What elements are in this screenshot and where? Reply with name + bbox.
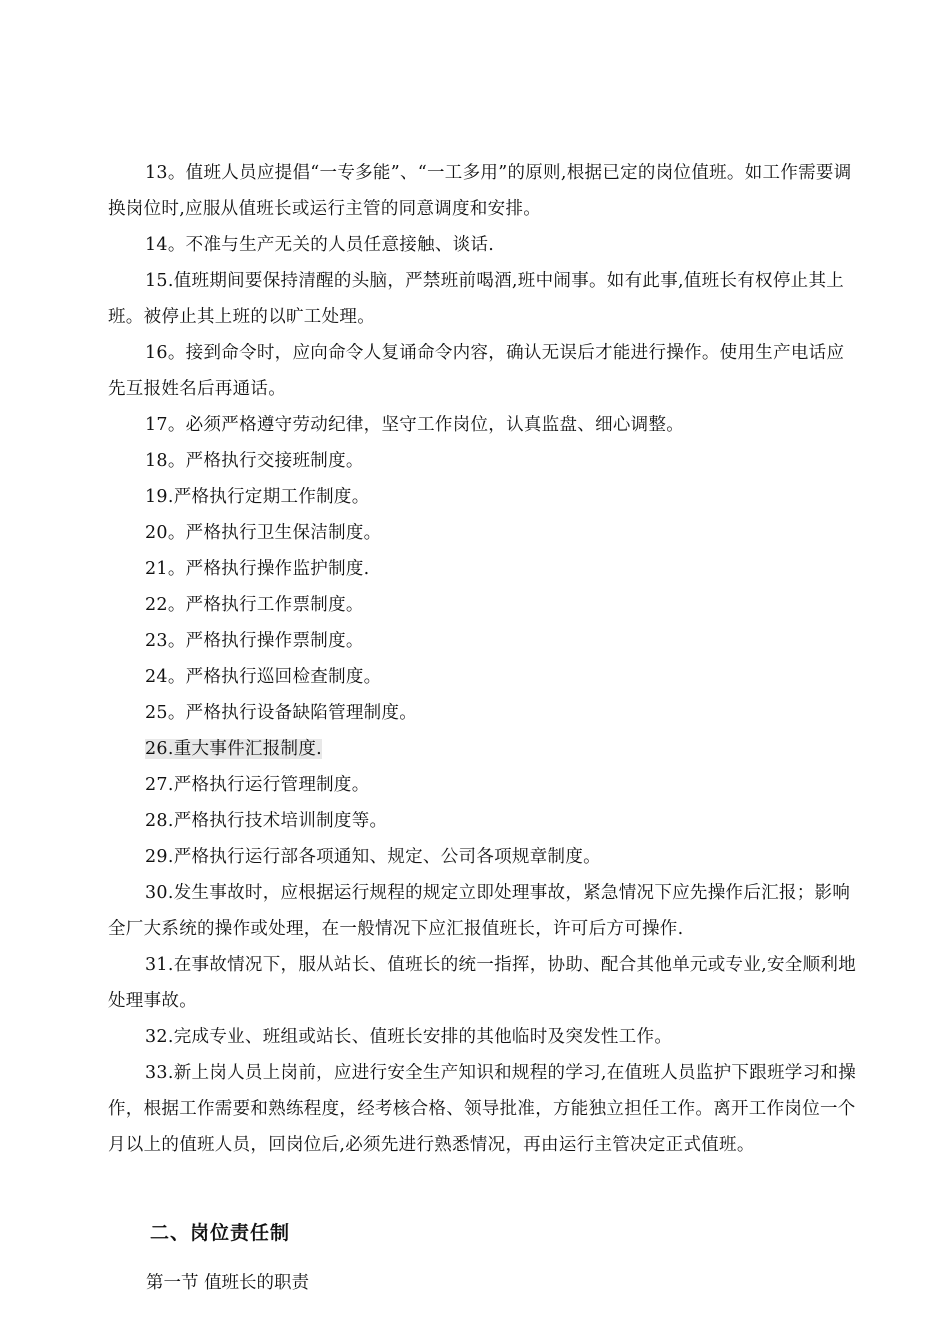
paragraph-27: 27.严格执行运行管理制度。 (145, 775, 370, 795)
paragraph-26 (108, 731, 860, 767)
paragraph-15: 15.值班期间要保持清醒的头脑，严禁班前喝酒,班中闹事。如有此事,值班长有权停止其上班。被停止其上班的以旷工处理。 (108, 271, 845, 327)
paragraph-29: 29.严格执行运行部各项通知、规定、公司各项规章制度。 (145, 847, 601, 867)
paragraph-23: 23。严格执行操作票制度。 (145, 631, 364, 651)
paragraph-28: 28.严格执行技术培训制度等。 (145, 811, 388, 831)
paragraph-18: 18。严格执行交接班制度。 (145, 451, 364, 471)
paragraph-16: 16。接到命令时，应向命令人复诵命令内容，确认无误后才能进行操作。使用生产电话应先互报姓名后再通话。 (108, 343, 845, 399)
paragraph-17: 17。必须严格遵守劳动纪律，坚守工作岗位，认真监盘、细心调整。 (145, 415, 685, 435)
paragraph-26-text: 26.重大事件汇报制度. (145, 739, 322, 759)
paragraph-14: 14。不准与生产无关的人员任意接触、谈话. (145, 235, 495, 255)
paragraph-33: 33.新上岗人员上岗前，应进行安全生产知识和规程的学习,在值班人员监护下跟班学习和操作，根据工作需要和熟练程度，经考核合格、领导批准，方能独立担任工作。离开工作岗位一个月以上的值班人员，回岗位后,必须先进行熟悉情况，再由运行主管决定正式值班。 (108, 1063, 856, 1155)
paragraph-19: 19.严格执行定期工作制度。 (145, 487, 370, 507)
paragraph-30: 30.发生事故时，应根据运行规程的规定立即处理事故，紧急情况下应先操作后汇报；影响全厂大系统的操作或处理，在一般情况下应汇报值班长，许可后方可操作. (108, 883, 851, 939)
paragraph-22: 22。严格执行工作票制度。 (145, 595, 364, 615)
paragraph-25: 25。严格执行设备缺陷管理制度。 (145, 703, 418, 723)
subsection-title: 第一节 值班长的职责 (146, 1273, 310, 1293)
section-heading: 二、岗位责任制 (150, 1222, 291, 1244)
paragraph-32: 32.完成专业、班组或站长、值班长安排的其他临时及突发性工作。 (145, 1027, 673, 1047)
paragraph-31: 31.在事故情况下，服从站长、值班长的统一指挥，协助、配合其他单元或专业,安全顺利地处理事故。 (108, 955, 856, 1011)
paragraph-20: 20。严格执行卫生保洁制度。 (145, 523, 382, 543)
paragraph-13: 13。值班人员应提倡“一专多能”、“一工多用”的原则,根据已定的岗位值班。如工作需要调换岗位时,应服从值班长或运行主管的同意调度和安排。 (108, 163, 852, 219)
paragraph-24: 24。严格执行巡回检查制度。 (145, 667, 382, 687)
paragraph-21: 21。严格执行操作监护制度. (145, 559, 370, 579)
